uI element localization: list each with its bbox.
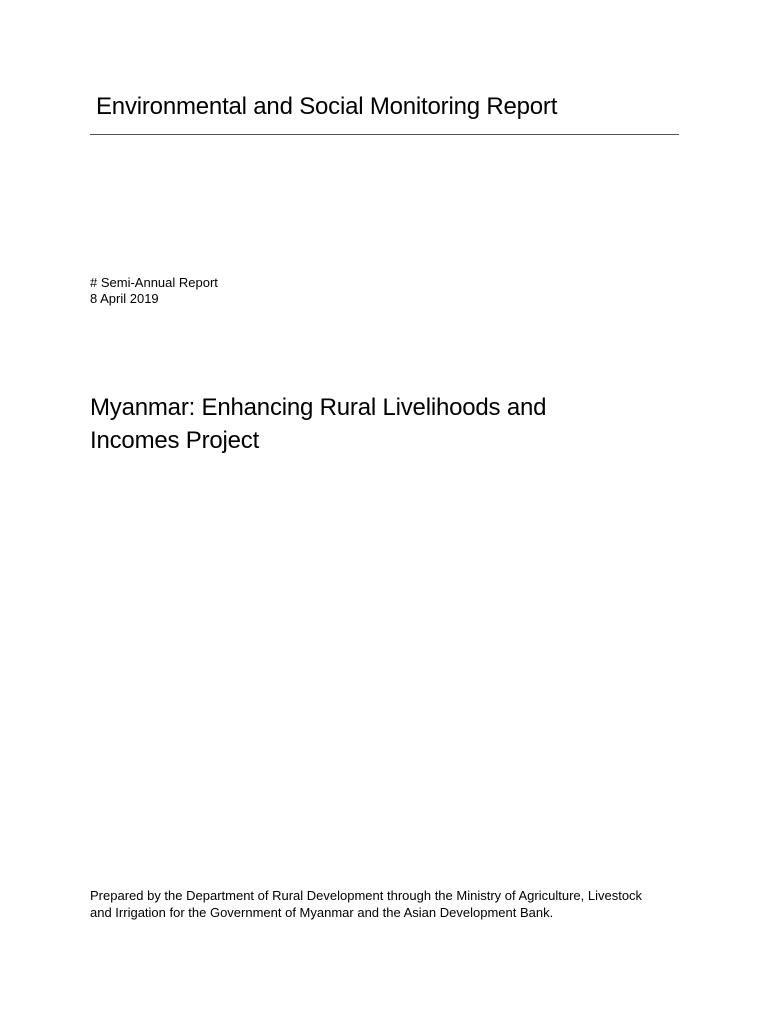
report-title: Environmental and Social Monitoring Report [96,93,558,120]
prepared-by-line-1: Prepared by the Department of Rural Development through the Ministry of Agriculture, Livestock [90,888,643,903]
title-divider [90,134,679,135]
report-type: # Semi-Annual Report [90,275,218,290]
project-title-line-1: Myanmar: Enhancing Rural Livelihoods and [90,394,547,421]
report-date: 8 April 2019 [90,291,159,306]
project-title [90,391,690,457]
project-title-line-2: Incomes Project [90,427,260,454]
prepared-by-statement [90,887,690,921]
report-meta [90,275,218,307]
prepared-by-line-2: and Irrigation for the Government of Myanmar and the Asian Development Bank. [90,905,554,920]
